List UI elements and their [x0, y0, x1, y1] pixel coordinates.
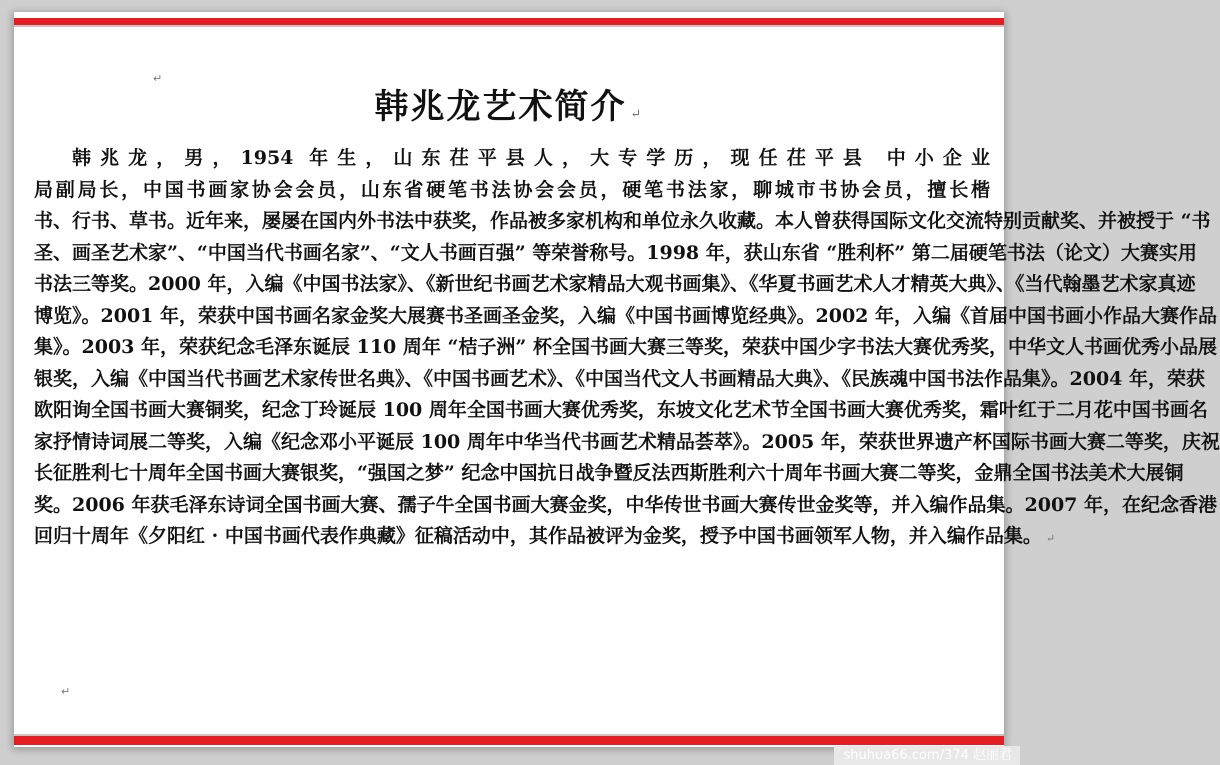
site-watermark: shuhua66.com/374 赵丽君	[834, 746, 1020, 765]
body-line: 韩兆龙，男，1954 年生，山东茌平县人，大专学历，现任茌平县 中小企业	[72, 147, 990, 169]
body-line: 长征胜利七十周年全国书画大赛银奖，“强国之梦” 纪念中国抗日战争暨反法西斯胜利六十周年书画大赛二等奖，金鼎全国书法美术大展铜	[34, 462, 1184, 484]
body-line: 书、行书、草书。近年来，屡屡在国内外书法中获奖，作品被多家机构和单位永久收藏。本人曾获得国际文化交流特别贡献奖、并被授于 “书	[34, 210, 1211, 232]
body-line: 集》。2003 年，荣获纪念毛泽东诞辰 110 周年 “桔子洲” 杯全国书画大赛三等奖，荣获中国少字书法大赛优秀奖，中华文人书画优秀小品展	[34, 336, 1217, 358]
document-title-text: 韩兆龙艺术简介	[374, 87, 627, 127]
bottom-red-rule	[14, 734, 1004, 745]
paragraph-mark-icon: ↵	[630, 107, 644, 122]
body-line: 家抒情诗词展二等奖，入编《纪念邓小平诞辰 100 周年中华当代书画艺术精品荟萃》。2005 年，荣获世界遗产杯国际书画大赛二等奖，庆祝	[34, 430, 1220, 453]
body-line: 博览》。2001 年，荣获中国书画名家金奖大展赛书圣画圣金奖，入编《中国书画博览经典》。2002 年，入编《首届中国书画小作品大赛作品	[34, 304, 1217, 327]
body-line: 欧阳询全国书画大赛铜奖，纪念丁玲诞辰 100 周年全国书画大赛优秀奖，东坡文化艺术节全国书画大赛优秀奖，霜叶红于二月花中国书画名	[34, 399, 1208, 421]
body-line: 奖。2006 年获毛泽东诗词全国书画大赛、孺子牛全国书画大赛金奖，中华传世书画大赛传世金奖等，并入编作品集。2007 年，在纪念香港	[34, 493, 1217, 516]
body-line-last	[34, 521, 1056, 555]
paragraph-mark-icon: ↵	[153, 72, 163, 85]
body-line: 书法三等奖。2000 年，入编《中国书法家》、《新世纪书画艺术家精品大观书画集》、《华夏书画艺术人才精英大典》、《当代翰墨艺术家真迹	[34, 273, 1196, 295]
body-line: 圣、画圣艺术家”、“中国当代书画名家”、“文人书画百强” 等荣誉称号。1998 年，获山东省 “胜利杯” 第二届硬笔书法（论文）大赛实用	[34, 241, 1197, 264]
document-body	[34, 143, 1220, 555]
title-block	[14, 88, 1004, 127]
body-line: 局副局长，中国书画家协会会员，山东省硬笔书法协会会员，硬笔书法家，聊城市书协会员，擅长楷	[34, 178, 990, 201]
paragraph-mark-icon: ↵	[61, 685, 71, 698]
document-page	[14, 12, 1220, 747]
document-title	[375, 88, 644, 127]
top-red-rule	[14, 18, 1004, 27]
paragraph-mark-icon: ↵	[1045, 532, 1056, 545]
body-line: 银奖，入编《中国当代书画艺术家传世名典》、《中国书画艺术》、《中国当代文人书画精品大典》、《民族魂中国书法作品集》。2004 年，荣获	[34, 367, 1205, 390]
body-line-text: 回归十周年《夕阳红 · 中国书画代表作典藏》征稿活动中，其作品被评为金奖，授予中国书画领军人物，并入编作品集。	[34, 525, 1042, 547]
